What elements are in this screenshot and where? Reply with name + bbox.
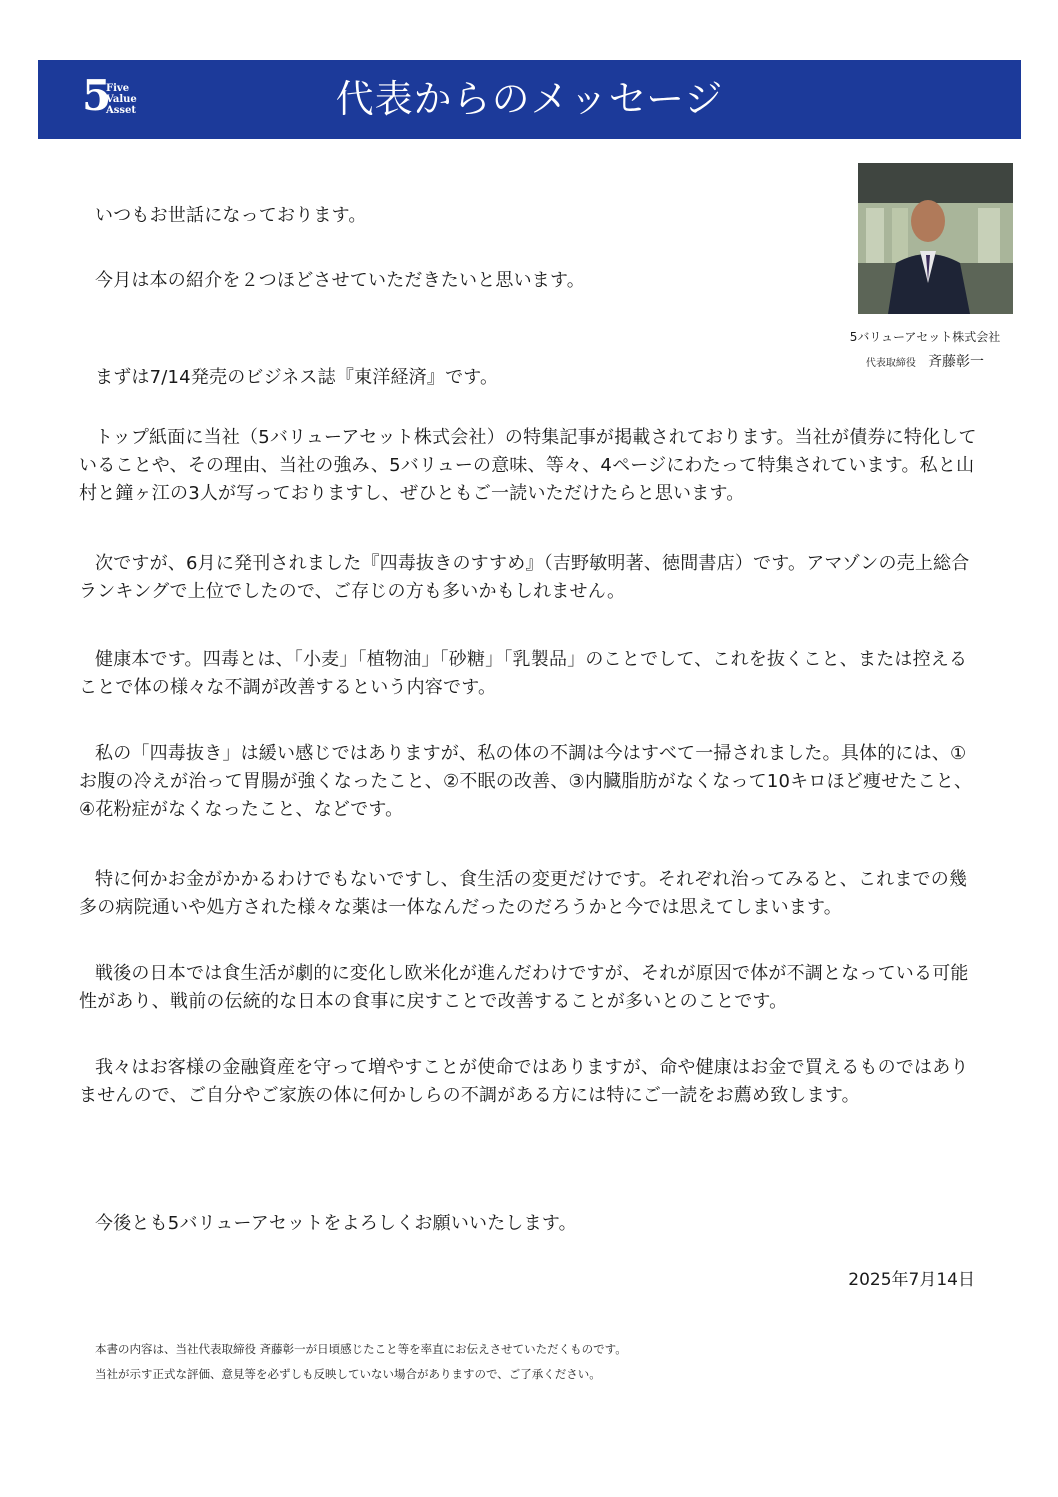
representative-name: 斉藤彰一 — [928, 354, 985, 370]
logo-word: Five — [106, 83, 130, 94]
page-header — [38, 60, 1021, 139]
paragraph: いつもお世話になっております。 — [95, 205, 367, 226]
representative-role: 代表取締役 — [865, 358, 916, 369]
logo-word: Asset — [106, 105, 136, 116]
closing-remark: 今後とも5バリューアセットをよろしくお願いいたします。 — [95, 1213, 577, 1234]
paragraph: 今月は本の紹介を２つほどさせていただきたいと思います。 — [95, 270, 585, 291]
logo-word: Value — [106, 94, 137, 105]
paragraph: トップ紙面に当社（5バリューアセット株式会社）の特集記事が掲載されております。当社が債券に特化していることや、その理由、当社の強み、5バリューの意味、等々、4ページにわたって特集されています。私と山村と鐘ヶ江の3人が写っておりますし、ぜひともご一読いただけたらと思います。 — [79, 427, 977, 504]
paragraph: 我々はお客様の金融資産を守って増やすことが使命ではありますが、命や健康はお金で買えるものではありませんので、ご自分やご家族の体に何かしらの不調がある方には特にご一読をお薦め致します。 — [79, 1057, 969, 1106]
paragraph: 特に何かお金がかかるわけでもないですし、食生活の変更だけです。それぞれ治ってみると、これまでの幾多の病院通いや処方された様々な薬は一体なんだったのだろうかと今では思えてしまいます。 — [79, 869, 968, 918]
footnote: 本書の内容は、当社代表取締役 斉藤彰一が日頃感じたこと等を率直にお伝えさせていただくものです。 — [95, 1342, 627, 1356]
company-name: 5バリューアセット株式会社 — [849, 330, 1001, 344]
paragraph: 私の「四毒抜き」は緩い感じではありますが、私の体の不調は今はすべて一掃されました。具体的には、①お腹の冷えが治って胃腸が強くなったこと、②不眠の改善、③内臓脂肪がなくなって10キロほど痩せたこと、④花粉症がなくなったこと、などです。 — [79, 743, 973, 820]
page-title: 代表からのメッセージ — [335, 77, 724, 121]
footnote: 当社が示す正式な評価、意見等を必ずしも反映していない場合がありますので、ご了承ください。 — [95, 1367, 601, 1381]
paragraph: まずは7/14発売のビジネス誌『東洋経済』です。 — [95, 367, 499, 388]
paragraph: 次ですが、6月に発刊されました『四毒抜きのすすめ』（吉野敏明著、徳間書店）です。アマゾンの売上総合ランキングで上位でしたので、ご存じの方も多いかもしれません。 — [79, 553, 970, 602]
paragraph: 戦後の日本では食生活が劇的に変化し欧米化が進んだわけですが、それが原因で体が不調となっている可能性があり、戦前の伝統的な日本の食事に戻すことで改善することが多いとのことです。 — [79, 963, 969, 1012]
logo-number: 5 — [82, 71, 112, 120]
letter-date: 2025年7月14日 — [848, 1270, 975, 1290]
paragraph: 健康本です。四毒とは、「小麦」「植物油」「砂糖」「乳製品」のことでして、これを抜くこと、または控えることで体の様々な不調が改善するという内容です。 — [79, 649, 968, 698]
